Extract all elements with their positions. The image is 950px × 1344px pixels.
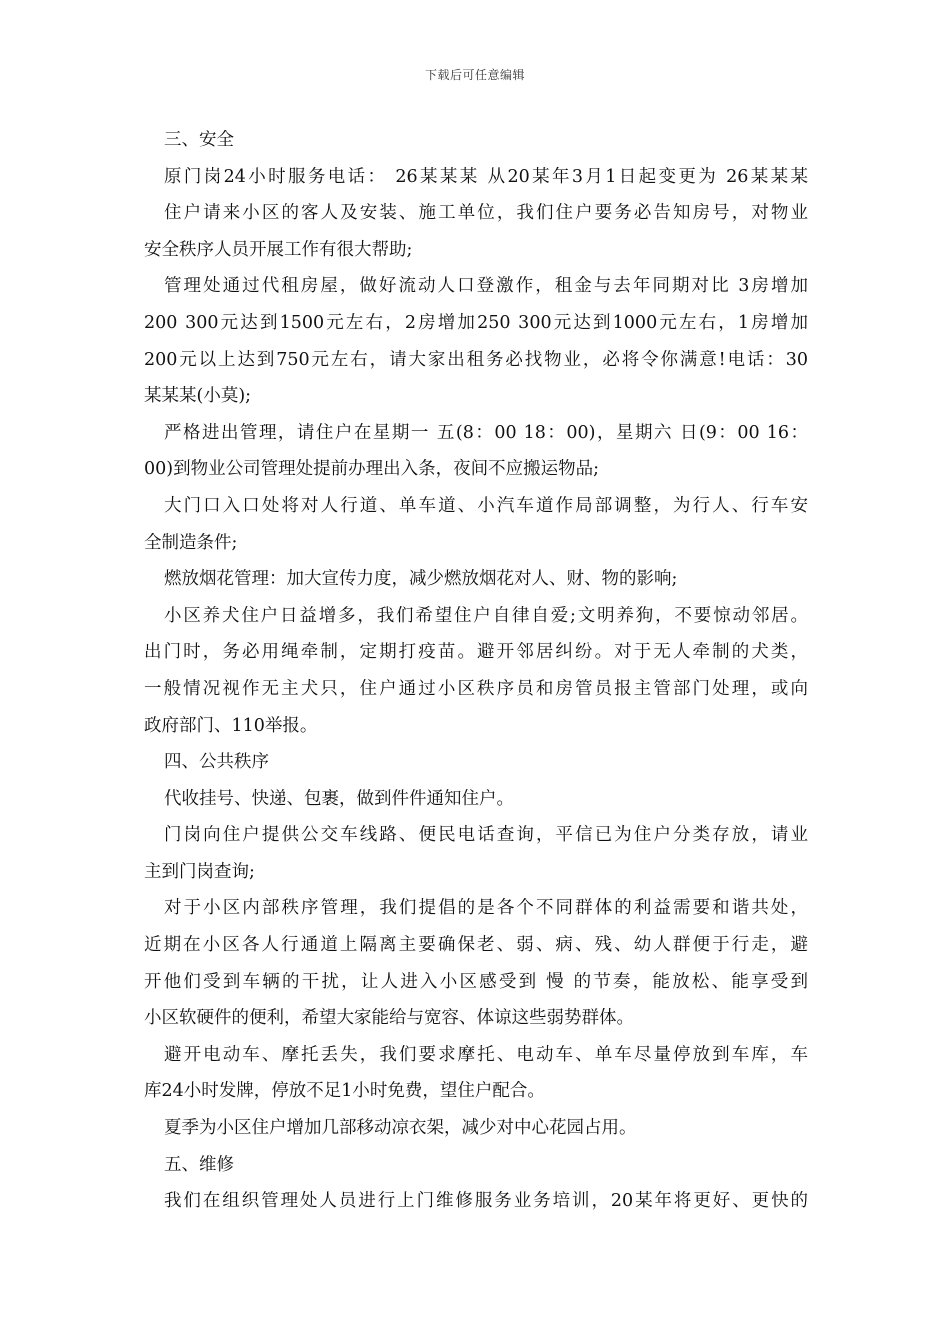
text-line: 出门时，务必用绳牵制，定期打疫苗。避开邻居纠纷。对于无人牵制的犬类， [144, 642, 808, 663]
text-line: 小区软硬件的便利，希望大家能给与宽容、体谅这些弱势群体。 [144, 1008, 634, 1029]
text-line: 对于小区内部秩序管理，我们提倡的是各个不同群体的利益需要和谐共处， [164, 898, 808, 919]
text-line: 三、安全 [164, 130, 234, 150]
text-line: 门岗向住户提供公交车线路、便民电话查询，平信已为住户分类存放，请业 [164, 825, 808, 846]
text-line: 管理处通过代租房屋，做好流动人口登激作，租金与去年同期对比 3房增加 [164, 276, 808, 297]
section-heading: 五、维修 [164, 1154, 234, 1175]
text-line: 一般情况视作无主犬只，住户通过小区秩序员和房管员报主管部门处理，或向 [144, 678, 808, 699]
text-line: 住户请来小区的客人及安装、施工单位，我们住户要务必告知房号，对物业 [164, 203, 808, 224]
text-line: 政府部门、110举报。 [144, 715, 318, 736]
text-line: 200 300元达到1500元左右，2房增加250 300元达到1000元左右，1房增加 [144, 312, 808, 333]
text-line: 近期在小区各人行通道上隔离主要确保老、弱、病、残、幼人群便于行走，避 [144, 935, 808, 956]
document-body [144, 122, 808, 1220]
text-line: 夏季为小区住户增加几部移动凉衣架，减少对中心花园占用。 [164, 1118, 637, 1139]
text-line: 原门岗24小时服务电话： 26某某某 从20某年3月1日起变更为 26某某某 [164, 166, 808, 187]
text-line: 某某某(小莫); [144, 386, 252, 407]
section-heading: 四、公共秩序 [164, 752, 269, 773]
text-line: 开他们受到车辆的干扰，让人进入小区感受到 慢 的节奏，能放松、能享受到 [144, 971, 808, 992]
text-line: 00)到物业公司管理处提前办理出入条，夜间不应搬运物品; [144, 459, 599, 480]
header-note: 下载后可任意编辑 [424, 68, 525, 82]
text-line: 大门口入口处将对人行道、单车道、小汽车道作局部调整，为行人、行车安 [164, 495, 808, 516]
text-line: 我们在组织管理处人员进行上门维修服务业务培训，20某年将更好、更快的 [164, 1191, 808, 1212]
text-line: 避开电动车、摩托丢失，我们要求摩托、电动车、单车尽量停放到车库，车 [164, 1044, 808, 1065]
text-line: 200元以上达到750元左右，请大家出租务必找物业，必将令你满意!电话：30 [144, 349, 808, 370]
text-line: 全制造条件; [144, 532, 238, 553]
text-line: 主到门岗查询; [144, 861, 255, 882]
text-line: 安全秩序人员开展工作有很大帮助; [144, 239, 413, 260]
text-line: 严格进出管理，请住户在星期一 五(8：00 18：00)，星期六 日(9：00 16： [164, 422, 808, 443]
text-line: 库24小时发牌，停放不足1小时免费，望住户配合。 [144, 1081, 545, 1102]
text-line: 小区养犬住户日益增多，我们希望住户自律自爱;文明养狗，不要惊动邻居。 [164, 605, 808, 626]
text-line: 燃放烟花管理：加大宣传力度，减少燃放烟花对人、财、物的影响; [164, 569, 678, 590]
text-line: 代收挂号、快递、包裹，做到件件通知住户。 [164, 788, 514, 809]
